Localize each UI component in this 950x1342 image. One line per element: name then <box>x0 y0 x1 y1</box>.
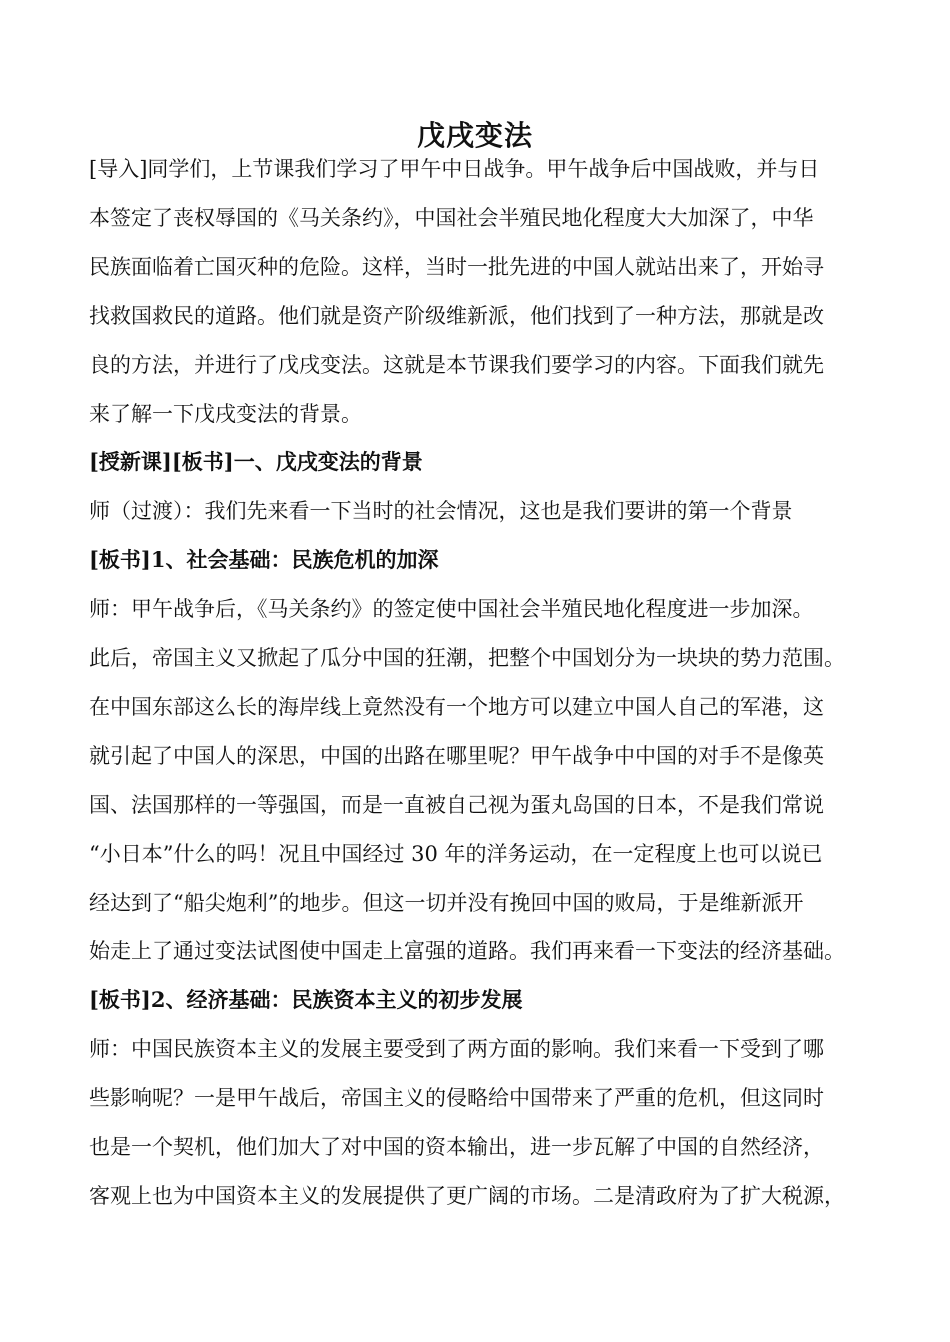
section-heading: [板书]1、社会基础：民族危机的加深 <box>89 547 439 572</box>
paragraph-line: 些影响呢？一是甲午战后，帝国主义的侵略给中国带来了严重的危机，但这同时 <box>89 1086 824 1110</box>
section-heading: [板书]2、经济基础：民族资本主义的初步发展 <box>89 987 523 1012</box>
paragraph-line: [导入]同学们，上节课我们学习了甲午中日战争。甲午战争后中国战败，并与日 <box>89 157 820 181</box>
section-heading: [授新课][板书]一、戊戌变法的背景 <box>89 449 423 474</box>
paragraph-line: 找救国救民的道路。他们就是资产阶级维新派，他们找到了一种方法，那就是改 <box>89 304 824 328</box>
paragraph-line: 就引起了中国人的深思，中国的出路在哪里呢？甲午战争中中国的对手不是像英 <box>89 744 824 768</box>
document-title: 戊戌变法 <box>416 119 533 152</box>
paragraph-line: “小日本”什么的吗！况且中国经过 30 年的洋务运动，在一定程度上也可以说已 <box>89 842 823 866</box>
paragraph-line: 师：甲午战争后，《马关条约》的签定使中国社会半殖民地化程度进一步加深。 <box>89 597 814 621</box>
paragraph-line: 在中国东部这么长的海岸线上竟然没有一个地方可以建立中国人自己的军港，这 <box>89 695 824 719</box>
paragraph-line: 始走上了通过变法试图使中国走上富强的道路。我们再来看一下变法的经济基础。 <box>89 939 845 963</box>
paragraph-line: 民族面临着亡国灭种的危险。这样，当时一批先进的中国人就站出来了，开始寻 <box>89 255 824 279</box>
paragraph-line: 此后，帝国主义又掀起了瓜分中国的狂潮，把整个中国划分为一块块的势力范围。 <box>89 646 845 670</box>
paragraph-line: 师：中国民族资本主义的发展主要受到了两方面的影响。我们来看一下受到了哪 <box>89 1037 824 1061</box>
paragraph-line: 本签定了丧权辱国的《马关条约》，中国社会半殖民地化程度大大加深了，中华 <box>89 206 814 230</box>
paragraph-line: 师（过渡）：我们先来看一下当时的社会情况，这也是我们要讲的第一个背景 <box>89 499 793 523</box>
paragraph-line: 良的方法，并进行了戊戌变法。这就是本节课我们要学习的内容。下面我们就先 <box>89 353 824 377</box>
paragraph-line: 来了解一下戊戌变法的背景。 <box>89 402 362 426</box>
paragraph-line: 国、法国那样的一等强国，而是一直被自己视为蛋丸岛国的日本，不是我们常说 <box>89 793 824 817</box>
paragraph-line: 也是一个契机，他们加大了对中国的资本输出，进一步瓦解了中国的自然经济， <box>89 1135 824 1159</box>
paragraph-line: 经达到了“船尖炮利”的地步。但这一切并没有挽回中国的败局，于是维新派开 <box>89 891 804 915</box>
paragraph-line: 客观上也为中国资本主义的发展提供了更广阔的市场。二是清政府为了扩大税源， <box>89 1184 845 1208</box>
